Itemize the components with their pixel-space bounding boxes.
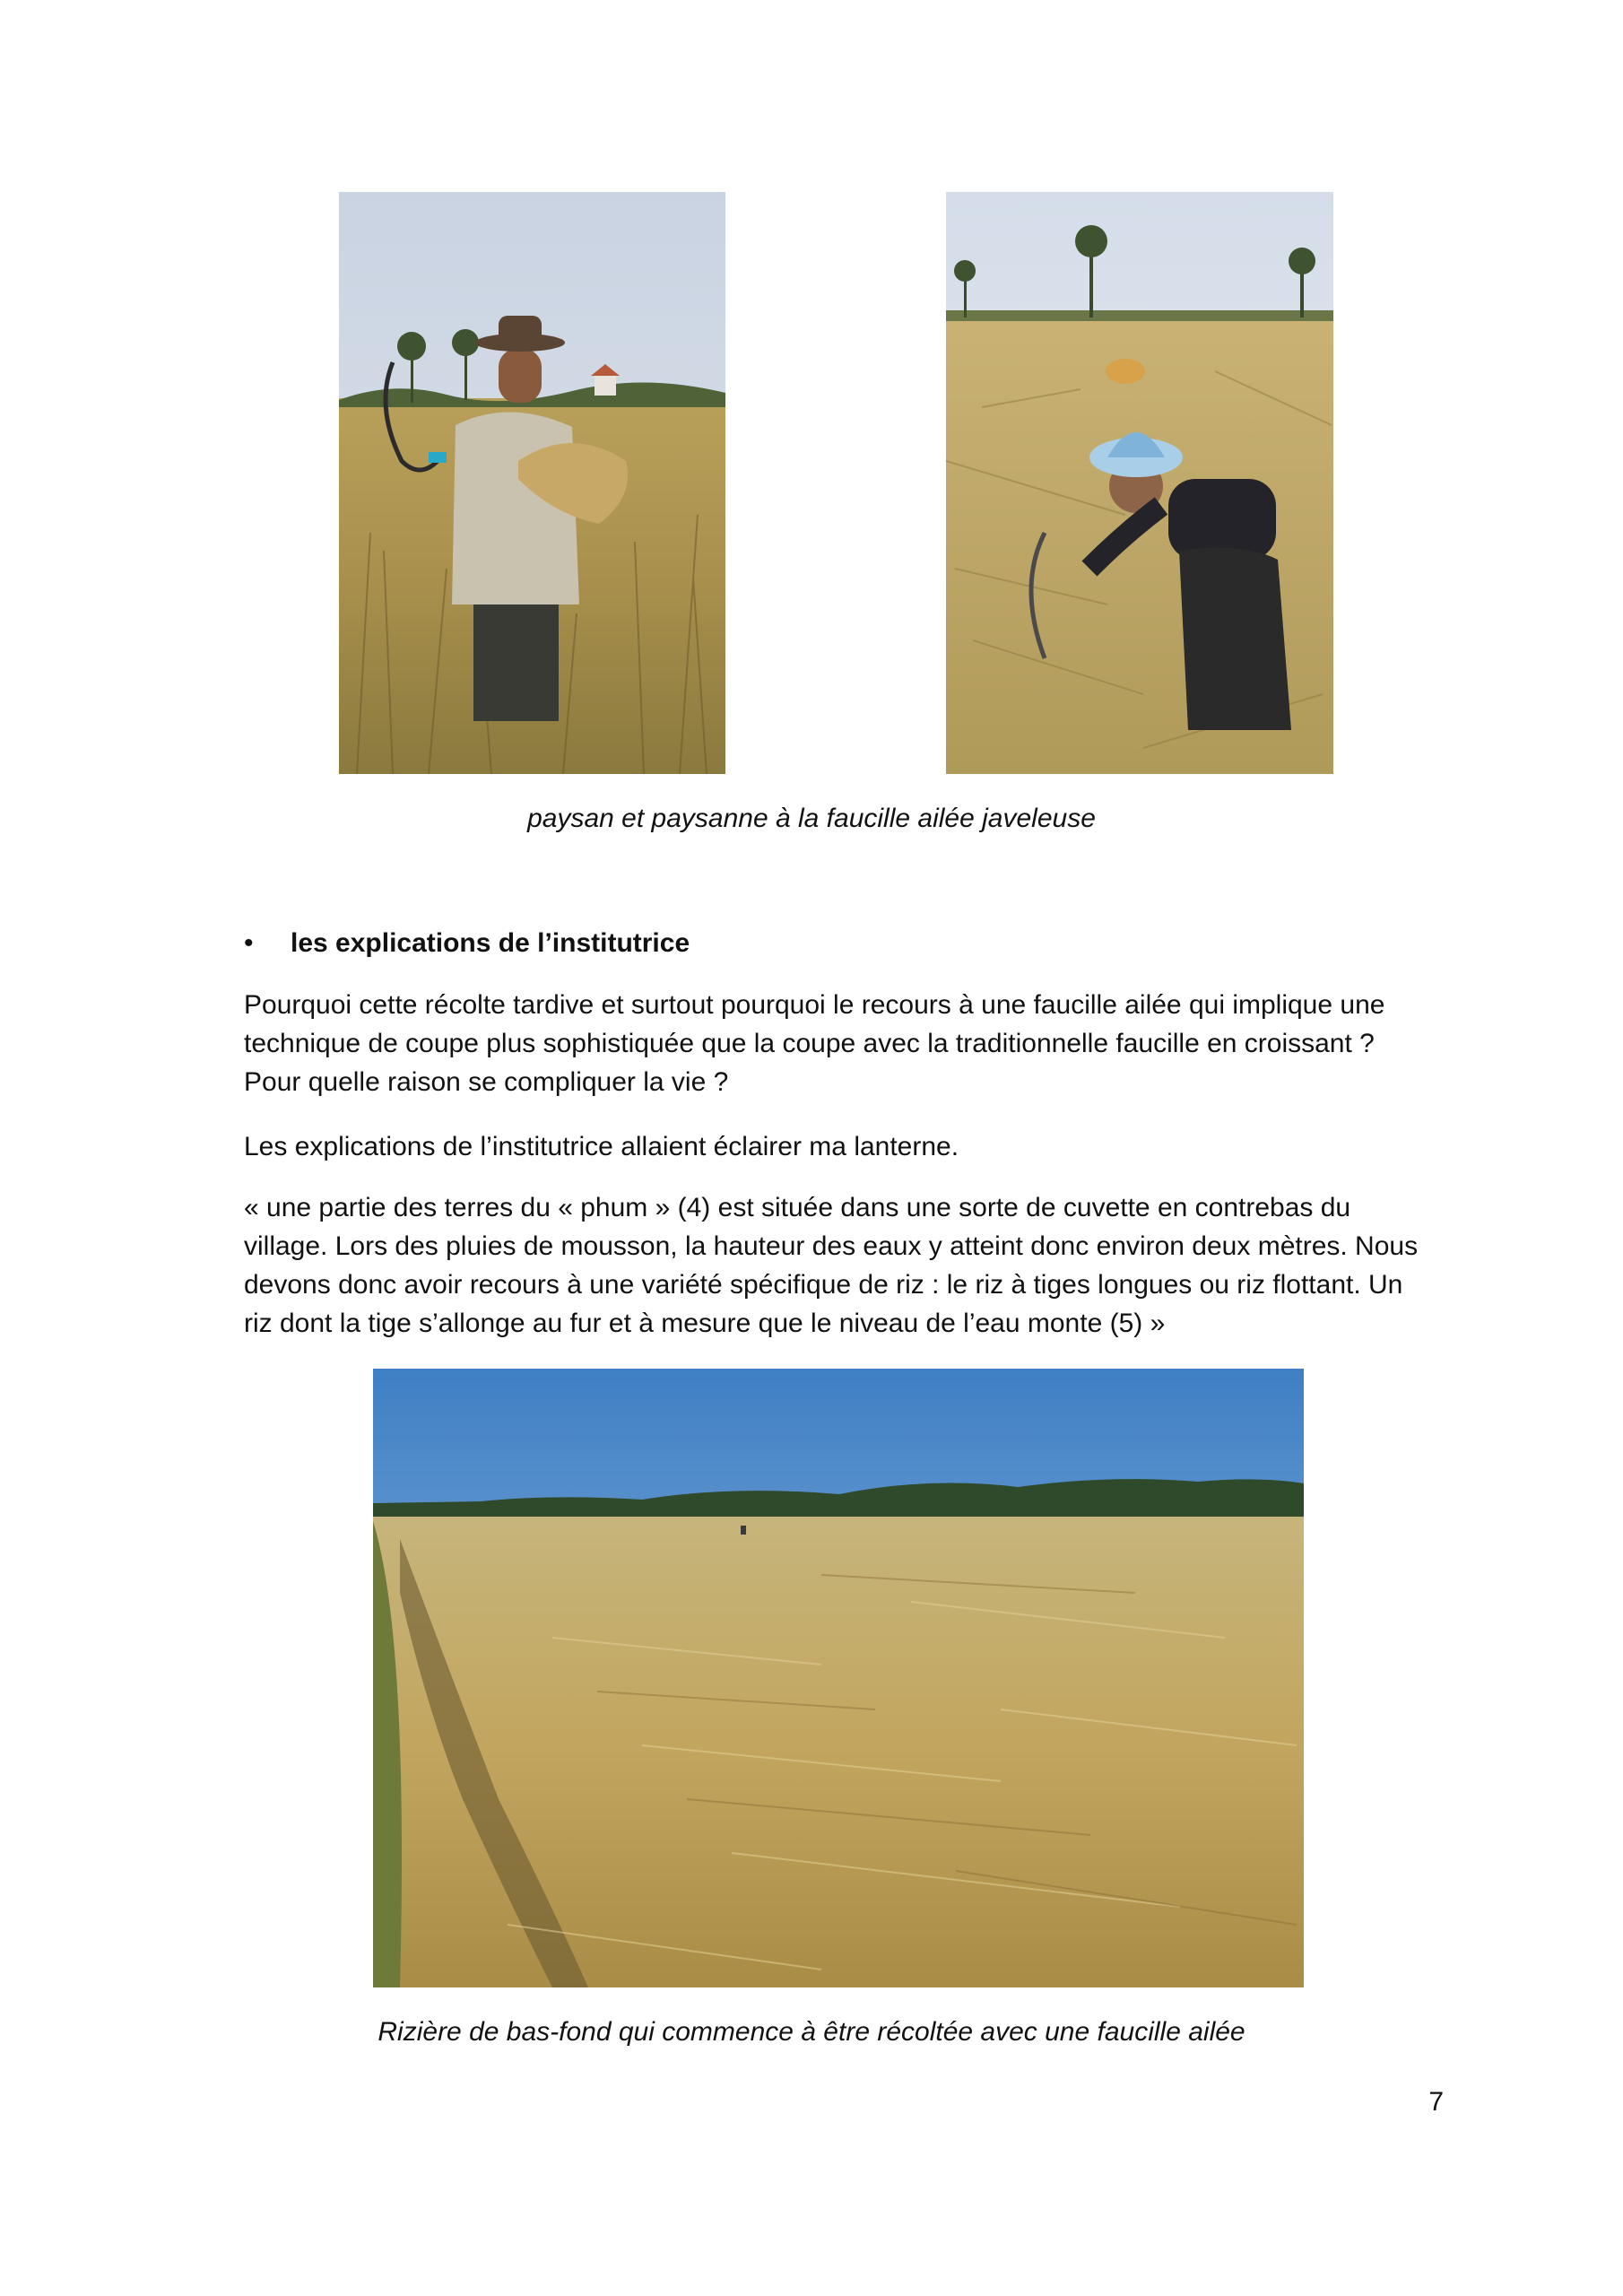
paragraph-line: Pour quelle raison se compliquer la vie ?: [244, 1067, 729, 1097]
paragraph-quote: [244, 1188, 1445, 1343]
page-number: 7: [1428, 2087, 1444, 2117]
paragraph-line: devons donc avoir recours à une variété spécifique de riz : le riz à tiges longues ou riz flottant. Un: [244, 1270, 1403, 1300]
photo-farmer-woman: [946, 192, 1333, 774]
bullet-icon: •: [244, 928, 254, 958]
paragraph-line: « une partie des terres du « phum » (4) est située dans une sorte de cuvette en contrebas du: [244, 1193, 1351, 1222]
paragraph-line: Pourquoi cette récolte tardive et surtout pourquoi le recours à une faucille ailée qui implique une: [244, 990, 1385, 1020]
photo-caption-bottom: Rizière de bas-fond qui commence à être récoltée avec une faucille ailée: [378, 2017, 1245, 2047]
paragraph-line: Les explications de l’institutrice allaient éclairer ma lanterne.: [244, 1132, 959, 1161]
photo-caption-top: paysan et paysanne à la faucille ailée javeleuse: [527, 804, 1096, 833]
paragraph-line: riz dont la tige s’allonge au fur et à mesure que le niveau de l’eau monte (5) »: [244, 1309, 1166, 1338]
paragraph-line: village. Lors des pluies de mousson, la hauteur des eaux y atteint donc environ deux mètres. Nous: [244, 1231, 1419, 1261]
paragraph-intro: [244, 1127, 1445, 1166]
photo-rice-field: [373, 1369, 1304, 1987]
photo-farmer-man: [339, 192, 725, 774]
section-heading-text: les explications de l’institutrice: [291, 928, 690, 958]
paragraph-question: [244, 986, 1445, 1101]
paragraph-line: technique de coupe plus sophistiquée que la coupe avec la traditionnelle faucille en croissant ?: [244, 1029, 1375, 1058]
